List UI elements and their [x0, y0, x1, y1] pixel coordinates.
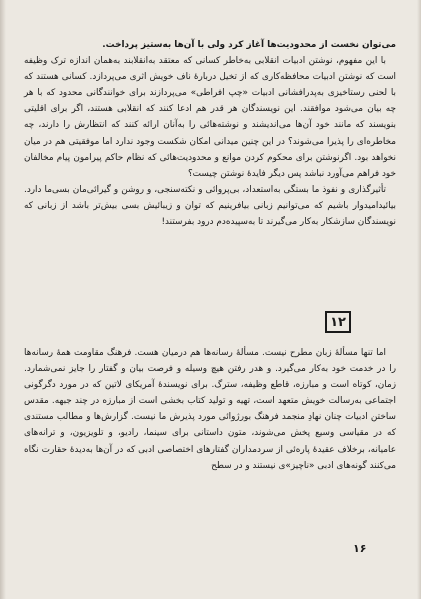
paragraph-4: اما تنها مسألهٔ زبان مطرح نیست. مسألهٔ رسانه‌ها هم درمیان هست. فرهنگ مقاومت همهٔ رسانه‌ها را در خدمت خود به‌کار می‌گیرد. و هدر رفتن هیچ وسیله و فرصت بیان و گفتار را جایز نمی‌شمارد. زمان، کوتاه است و مبارزه، قاطع وظیفه، سترگ. برای نویسندهٔ آمریکای لاتین که در مورد دگرگونی اجتماعی به‌رسالت خویش متعهد است، تهیه و تولید کتاب بخشی است از مبارزه در چند جبهه. مقدس ساختن ادبیات چنان نهادِ منجمد فرهنگ بورژوائی مورد پذیرش ما نیست. گزارش‌ها و مطالب مستندی که در مقیاسی وسیع پخش می‌شوند، متون داستانی برای سینما، رادیو، و تلویزیون، و ترانه‌های عامیانه، برخلاف عقیدهٔ پاره‌ئی از سردمداران گفتارهای اختصاصی ادبی که در آن‌ها به‌دیدهٔ حقارت نگاه می‌کنند گونه‌های ادبی «ناچیز»ی نیستند و در سطح: [24, 348, 396, 471]
page-edge-shadow: [417, 0, 421, 599]
bottom-text-block: [24, 345, 396, 474]
paragraph-2: با این مفهوم، نوشتن ادبیات انقلابی به‌خاطر کسانی که معتقد به‌انقلابند به‌همان اندازه ترک وظیفه است که نوشتن ادبیات محافظه‌کاری که از تخیل دربارهٔ ناف خویش اثری می‌پردازد. کسانی هستند که با لحنی رستاخیزی به‌پدرافشانی ادبیات «چپ افراطی» می‌پردازند برای خوانندگانی محدود که با هر چه بیان می‌شود موافقند. این نویسندگان هر قدر هم ادعا کنند که انقلابی هستند، اگر برای اقلیتی بنویسند که مانند خود آن‌ها می‌اندیشند و نوشته‌هائی را به‌آنان ارائه کنند که انتظارش را دارند، چه مخاطره‌ای را پذیرا می‌شوند؟ در این چنین میدانی امکان شکست وجود ندارد اما موفقیتی هم در میان نخواهد بود. اگرنوشتن برای محکوم کردن موانع و محدودیت‌هائی که نظام حاکم پیرامون پیام مخالفان خود فراهم می‌آورد نباشد پس دیگر فایدهٔ نوشتن چیست؟: [24, 56, 396, 179]
section-number-box: ۱۲: [325, 311, 351, 333]
page-number: ۱۶: [353, 542, 367, 555]
paragraph-3: تأثیرگذاری و نفوذ ما بستگی به‌استعداد، بی‌پروائی و نکته‌سنجی، و روشن و گیرائی‌مان بسی‌ما دارد. بیائیدامیدوار باشیم که می‌توانیم زبانی بیافرینیم که توان و زیبائیش بسی بیش‌تر باشد از زبانی که نویسندگان سازشکار به‌کار می‌گیرند تا به‌سپیده‌دم درود بفرستند!: [24, 184, 396, 228]
paragraph-1: می‌توان نخست از محدودیت‌ها آغاز کرد ولی با آن‌ها به‌ستیز پرداخت.: [102, 40, 396, 50]
top-text-block: [24, 37, 396, 230]
page-gutter-shadow: [0, 0, 6, 599]
